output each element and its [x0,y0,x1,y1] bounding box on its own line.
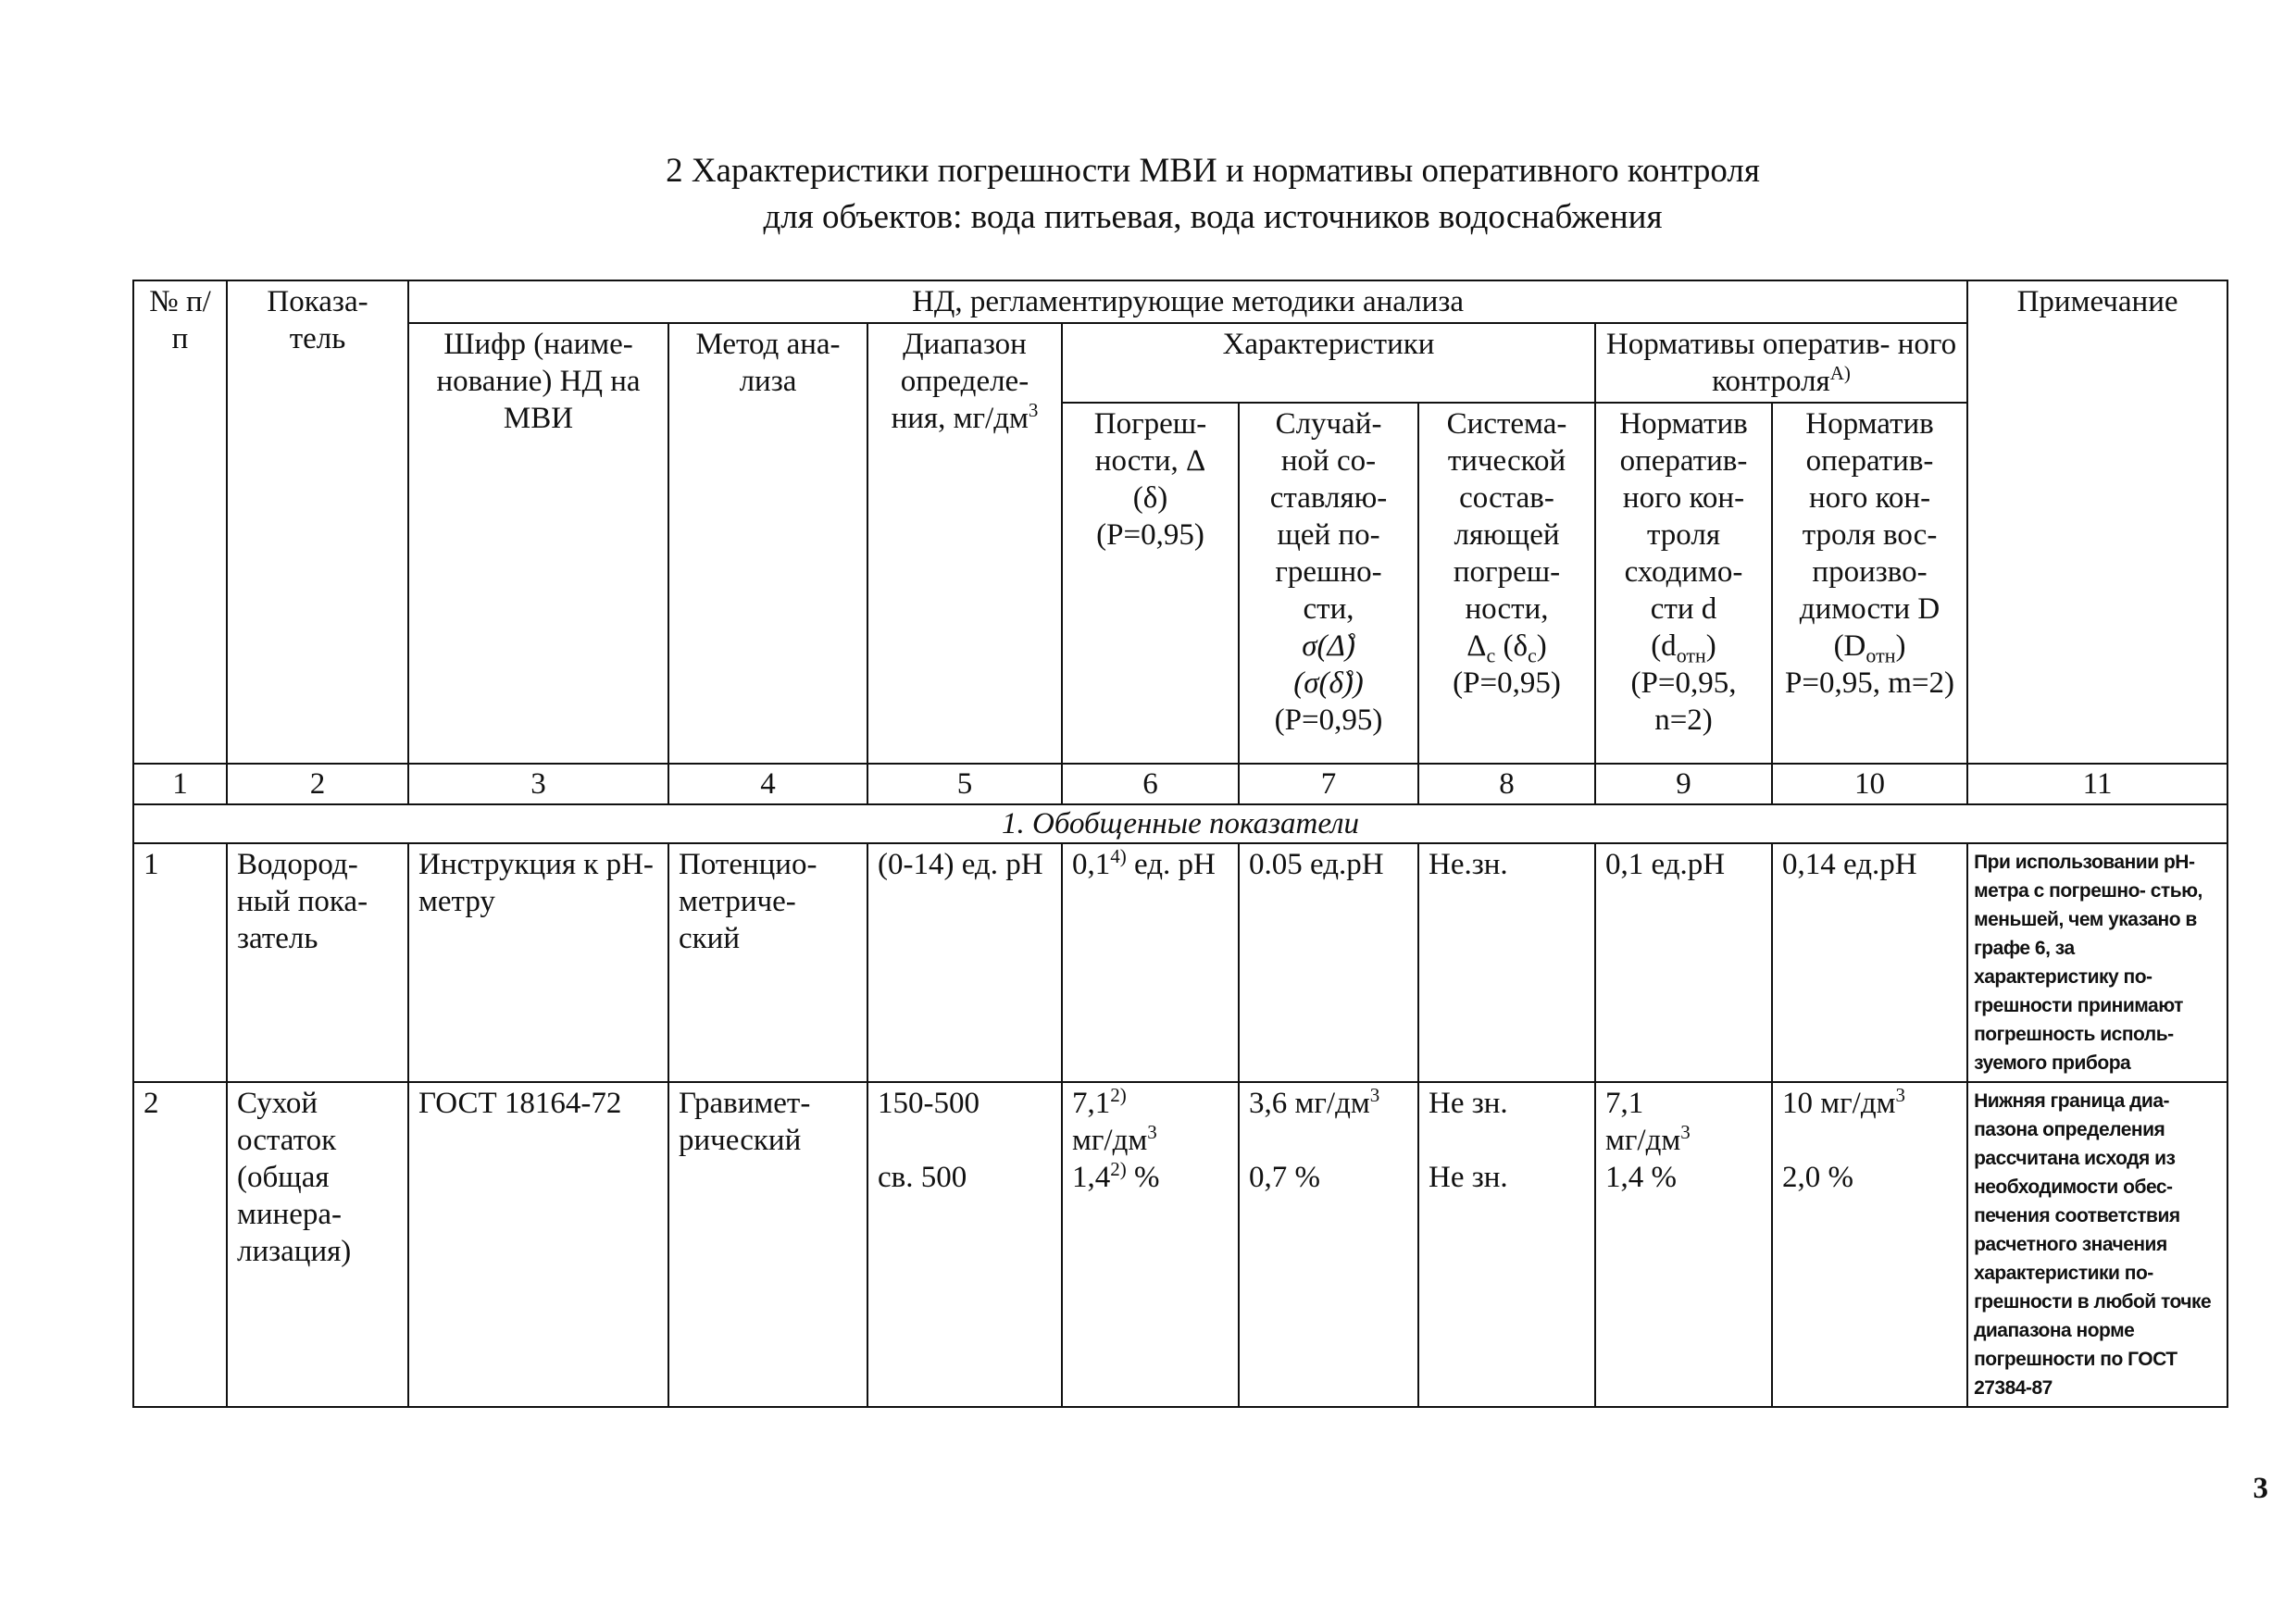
header-system [1418,403,1595,764]
row-2-norm-d [1595,1082,1772,1407]
row-2-system-2: Не зн. [1429,1161,1508,1194]
row-2-random-1-sup: 3 [1369,1084,1380,1106]
section-title: 1. Обобщенные показатели [133,804,2227,843]
row-2-error-1 [1072,1085,1229,1122]
col-num: 5 [867,764,1062,804]
row-2-error-2 [1072,1159,1229,1196]
header-system-delta-rel-sub: c [1528,643,1537,667]
header-system-close: ) [1536,629,1547,663]
row-2-error-2-unit: % [1134,1161,1160,1194]
header-indicator: Показа- тель [227,280,408,764]
col-num: 6 [1062,764,1239,804]
col-num: 8 [1418,764,1595,804]
header-cipher: Шифр (наиме- нование) НД на МВИ [408,323,668,764]
title-line-1: 2 Характеристики погрешности МВИ и нормативы оперативного контроля [666,152,1760,190]
col-num: 2 [227,764,408,804]
row-2-note: Нижняя граница диа- пазона определения рассчитана исходя из необходимости обес- печения соответствия расчетного значения характеристики по- грешности в любой точке диапазона норме погрешности по ГОСТ 27384-87 [1967,1082,2227,1407]
header-norm-d-b [1605,628,1762,665]
header-no: № п/п [133,280,227,764]
header-system-d: (P=0,95) [1453,666,1561,700]
table-row [133,1082,2227,1407]
row-1-error-sup: 4) [1110,845,1127,867]
header-random-c: (σ(δ̊)) [1293,666,1364,700]
header-error-a: Погреш- ности, Δ [1093,407,1207,478]
row-2-range-2: св. 500 [878,1161,967,1194]
row-1-note: При использовании pH-метра с погрешно- стью, меньшей, чем указано в графе 6, за характеристику по- грешности принимают погрешность исполь- зуемого прибора [1967,843,2227,1082]
row-2-norm-D-1-sup: 3 [1895,1084,1906,1106]
header-system-a: Система- тической состав- ляющей погреш- ности, [1446,407,1567,626]
col-num: 3 [408,764,668,804]
row-2-random [1239,1082,1418,1407]
row-1-error-val: 0,1 [1072,848,1111,881]
row-1-range: (0-14) ед. pH [867,843,1062,1082]
row-2-error-1-unit-line [1072,1122,1229,1159]
row-1-indicator: Водород- ный пока- затель [227,843,408,1082]
header-norm-D-b [1782,628,1957,665]
row-2-cipher: ГОСТ 18164-72 [408,1082,668,1407]
header-norm-d-paren: (d [1651,629,1677,663]
header-norms-group [1595,323,1967,403]
header-error-b: (δ) [1132,481,1168,515]
row-2-system-1: Не зн. [1429,1087,1508,1120]
row-2-random-2: 0,7 % [1249,1161,1320,1194]
header-system-b [1429,628,1585,665]
header-norm-d-c: (P=0,95, n=2) [1630,666,1737,737]
header-norm-d-a: Норматив оператив- ного кон- троля сходимо- сти d [1619,407,1748,626]
row-2-error-2-sup: 2) [1110,1158,1127,1180]
header-system-delta-rel: (δ [1503,629,1529,663]
col-num: 10 [1772,764,1967,804]
header-range-text: Диапазон определе- ния, мг/дм [891,328,1029,435]
header-random-b: σ(Δ̊) [1302,629,1355,663]
row-2-norm-D-1 [1782,1085,1957,1122]
row-2-norm-D-1-text: 10 мг/дм [1782,1087,1896,1120]
row-2-error-1-val: 7,1 [1072,1087,1111,1120]
header-norms-sup: А) [1829,362,1851,384]
characteristics-table [132,280,2228,1408]
row-1-no: 1 [133,843,227,1082]
row-2-error [1062,1082,1239,1407]
col-num: 9 [1595,764,1772,804]
header-norm-D-c: P=0,95, m=2) [1785,666,1955,700]
header-norms-text: Нормативы оператив- ного контроля [1605,328,1957,398]
row-1-system: Не.зн. [1418,843,1595,1082]
row-2-error-2-val: 1,4 [1072,1161,1111,1194]
row-2-random-1-text: 3,6 мг/дм [1249,1087,1370,1120]
row-2-norm-D [1772,1082,1967,1407]
header-norm-D-paren: (D [1833,629,1866,663]
column-numbers-row [133,764,2227,804]
header-norm-D-sub: отн [1866,643,1896,667]
header-error [1062,403,1239,764]
row-2-norm-d-1a: 7,1 [1605,1087,1644,1120]
row-2-norm-D-2: 2,0 % [1782,1161,1853,1194]
header-range-sup: 3 [1028,399,1039,421]
row-2-norm-d-unit: мг/дм [1605,1124,1681,1157]
row-1-method: Потенцио- метриче- ский [668,843,867,1082]
row-1-norm-D: 0,14 ед.pH [1772,843,1967,1082]
header-method: Метод ана- лиза [668,323,867,764]
row-2-range-1: 150-500 [878,1087,980,1120]
header-norm-D-close: ) [1895,629,1906,663]
row-1-cipher: Инструкция к pH-метру [408,843,668,1082]
header-system-delta: Δ [1466,629,1487,663]
header-random [1239,403,1418,764]
row-2-norm-d-unit-sup: 3 [1680,1121,1691,1143]
row-1-error-unit: ед. pH [1134,848,1216,881]
header-note: Примечание [1967,280,2227,764]
row-2-indicator: Сухой остаток (общая минера- лизация) [227,1082,408,1407]
col-num: 1 [133,764,227,804]
row-2-error-1-sup: 2) [1110,1084,1127,1106]
row-2-norm-d-1b [1605,1122,1762,1159]
row-2-norm-d-2: 1,4 % [1605,1161,1677,1194]
col-num: 4 [668,764,867,804]
page-number: 3 [2252,1472,2268,1505]
row-2-random-1 [1249,1085,1408,1122]
header-range [867,323,1062,764]
header-random-d: (P=0,95) [1274,703,1383,737]
header-nd-group: НД, регламентирующие методики анализа [408,280,1967,323]
col-num: 7 [1239,764,1418,804]
row-1-error [1062,843,1239,1082]
header-random-a: Случай- ной со- ставляю- щей по- грешно- сти, [1269,407,1388,626]
row-1-random: 0.05 ед.pH [1239,843,1418,1082]
header-norm-d-close: ) [1705,629,1716,663]
header-norm-D [1772,403,1967,764]
header-characteristics: Характеристики [1062,323,1595,403]
col-num: 11 [1967,764,2227,804]
header-norm-d [1595,403,1772,764]
row-2-range [867,1082,1062,1407]
header-system-delta-sub: c [1486,643,1496,667]
header-norm-d-sub: отн [1676,643,1706,667]
row-2-no: 2 [133,1082,227,1407]
table-row [133,843,2227,1082]
header-norm-D-a: Норматив оператив- ного кон- троля вос- произво- димости D [1799,407,1940,626]
row-2-error-1-unit-sup: 3 [1147,1121,1157,1143]
row-1-norm-d: 0,1 ед.pH [1595,843,1772,1082]
row-2-method: Гравимет- рический [668,1082,867,1407]
document-title [0,148,2296,241]
row-2-error-1-unit: мг/дм [1072,1124,1148,1157]
header-error-c: (P=0,95) [1096,518,1204,552]
row-2-system [1418,1082,1595,1407]
title-line-2: для объектов: вода питьевая, вода источников водоснабжения [763,198,1663,236]
